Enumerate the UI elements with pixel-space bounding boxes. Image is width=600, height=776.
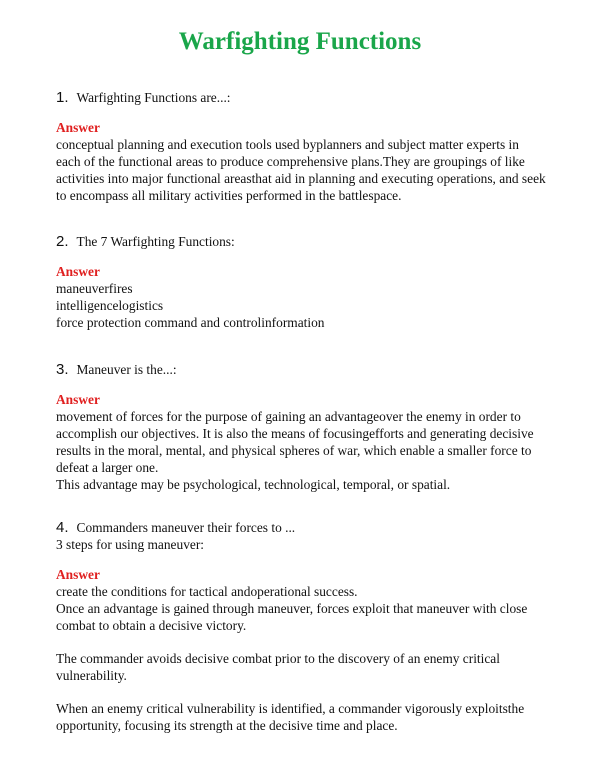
paragraph-gap [56,634,556,650]
answer-line: movement of forces for the purpose of gaining an advantageover the enemy in order to [56,409,521,424]
question-4 [56,519,556,734]
answer-line: defeat a larger one. [56,460,159,475]
answer-line: conceptual planning and execution tools used byplanners and subject matter experts in [56,137,519,152]
answer-line: force protection command and controlinformation [56,315,325,330]
answer-line: intelligencelogistics [56,298,164,313]
answer-label: Answer [56,120,100,135]
answer-line: Once an advantage is gained through maneuver, forces exploit that maneuver with close [56,601,528,616]
answer-label: Answer [56,567,100,582]
question-2 [56,233,556,331]
answer-line: opportunity, focusing its strength at the decisive time and place. [56,718,398,733]
question-prompt [56,519,556,536]
answer-line: combat to obtain a decisive victory. [56,618,247,633]
answer-line: maneuverfires [56,281,133,296]
question-text: Warfighting Functions are...: [76,90,231,105]
answer-line: create the conditions for tactical andoperational success. [56,584,358,599]
answer-line: accomplish our objectives. It is also the means of focusingefforts and generating decisive [56,426,534,441]
question-text: Maneuver is the...: [76,362,177,377]
question-3 [56,361,556,493]
question-subtext: 3 steps for using maneuver: [56,537,205,552]
answer-label: Answer [56,392,100,407]
question-prompt [56,361,556,378]
answer-line: results in the moral, mental, and physical spheres of war, which enable a smaller force to [56,443,532,458]
question-prompt [56,233,556,250]
question-number: 2. [56,233,69,250]
question-text: Commanders maneuver their forces to ... [76,520,296,535]
answer-label: Answer [56,264,100,279]
paragraph-gap [56,684,556,700]
answer-line: The commander avoids decisive combat prior to the discovery of an enemy critical [56,651,500,666]
answer-line: to encompass all military activities performed in the battlespace. [56,188,402,203]
question-number: 1. [56,89,69,106]
answer-line: When an enemy critical vulnerability is identified, a commander vigorously exploitsthe [56,701,525,716]
answer-line: This advantage may be psychological, technological, temporal, or spatial. [56,477,451,492]
question-number: 3. [56,361,69,378]
question-prompt [56,89,556,106]
answer-line: each of the functional areas to produce comprehensive plans.They are groupings of like [56,154,525,169]
answer-line: vulnerability. [56,668,127,683]
question-number: 4. [56,519,69,536]
question-text: The 7 Warfighting Functions: [76,234,235,249]
question-1 [56,89,556,204]
page-title: Warfighting Functions [178,28,422,55]
answer-line: activities into major functional areasthat aid in planning and executing operations, and seek [56,171,546,186]
